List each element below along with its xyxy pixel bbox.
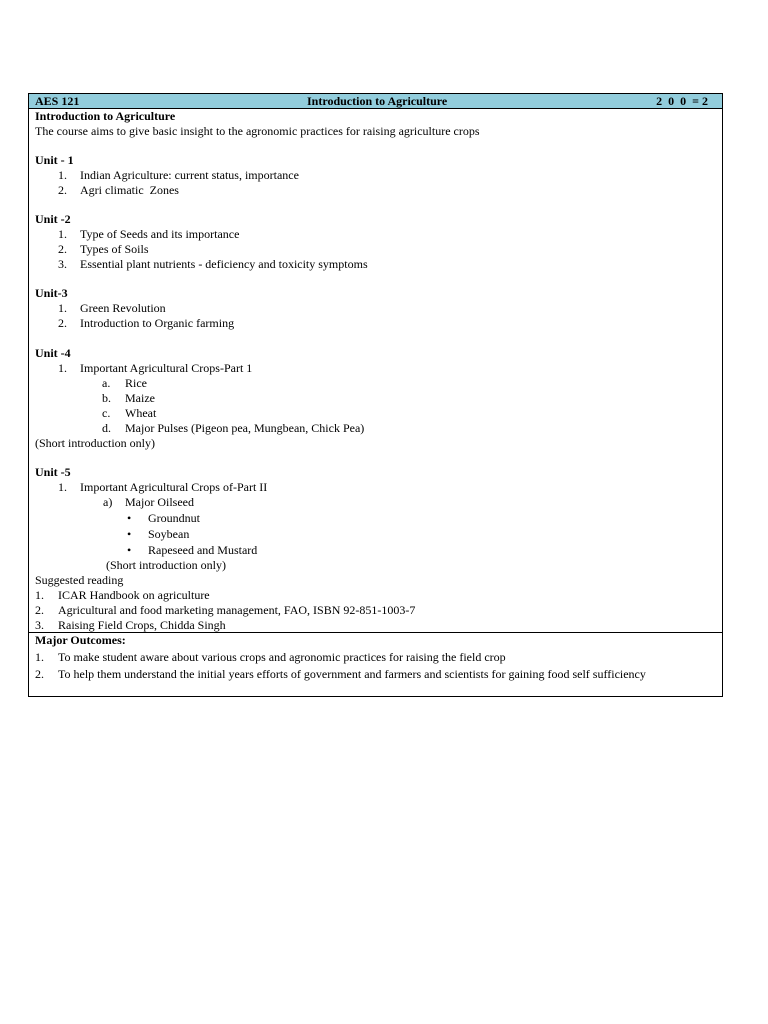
bullet-item: Rapeseed and Mustard (148, 543, 258, 557)
reading-item-number: 2. (35, 603, 44, 617)
reading-item: Agricultural and food marketing management, FAO, ISBN 92-851-1003-7 (58, 603, 416, 617)
list-item-number: 1. (58, 480, 67, 494)
outcomes-section (29, 632, 722, 696)
intro-heading: Introduction to Agriculture (35, 109, 176, 123)
list-item: Types of Soils (80, 242, 149, 256)
bullet-icon: • (127, 527, 132, 541)
list-item-number: 2. (58, 316, 67, 330)
sub-item-letter: d. (102, 421, 111, 435)
unit-2-title: Unit -2 (35, 212, 71, 226)
course-code: AES 121 (35, 94, 80, 108)
sub-item: Maize (125, 391, 155, 405)
list-item-number: 3. (58, 257, 67, 271)
reading-item: Raising Field Crops, Chidda Singh (58, 618, 226, 632)
course-header-row (29, 94, 722, 109)
list-item-number: 1. (58, 361, 67, 375)
list-item-number: 1. (58, 227, 67, 241)
outcome-item-number: 1. (35, 650, 44, 664)
list-item: Important Agricultural Crops of-Part II (80, 480, 268, 494)
list-item: Important Agricultural Crops-Part 1 (80, 361, 253, 375)
list-item: Essential plant nutrients - deficiency and toxicity symptoms (80, 257, 368, 271)
sub-item-letter: c. (102, 406, 111, 420)
sub-item-letter: a) (103, 495, 113, 509)
list-item: Green Revolution (80, 301, 166, 315)
outcome-item: To make student aware about various crops and agronomic practices for raising the field crop (58, 650, 506, 664)
unit-4-title: Unit -4 (35, 346, 71, 360)
outcome-item: To help them understand the initial years efforts of government and farmers and scientists for gaining food self sufficiency (58, 667, 646, 681)
list-item: Type of Seeds and its importance (80, 227, 240, 241)
course-body (29, 109, 722, 632)
list-item-number: 2. (58, 242, 67, 256)
list-item-number: 1. (58, 168, 67, 182)
bullet-item: Groundnut (148, 511, 200, 525)
reading-heading: Suggested reading (35, 573, 124, 587)
sub-item: Major Pulses (Pigeon pea, Mungbean, Chick Pea) (125, 421, 365, 435)
bullet-icon: • (127, 543, 132, 557)
sub-item-letter: a. (102, 376, 111, 390)
list-item: Introduction to Organic farming (80, 316, 235, 330)
course-table (28, 93, 723, 697)
bullet-item: Soybean (148, 527, 190, 541)
unit-1-title: Unit - 1 (35, 153, 74, 167)
unit-5-note: (Short introduction only) (106, 558, 226, 572)
reading-item: ICAR Handbook on agriculture (58, 588, 210, 602)
intro-description: The course aims to give basic insight to the agronomic practices for raising agriculture crops (35, 124, 480, 138)
outcomes-heading: Major Outcomes: (35, 633, 126, 647)
list-item-number: 2. (58, 183, 67, 197)
sub-item: Major Oilseed (125, 495, 194, 509)
bullet-icon: • (127, 511, 132, 525)
list-item: Agri climatic Zones (80, 183, 179, 197)
sub-item: Wheat (125, 406, 157, 420)
unit-3-title: Unit-3 (35, 286, 68, 300)
list-item-number: 1. (58, 301, 67, 315)
reading-item-number: 1. (35, 588, 44, 602)
list-item: Indian Agriculture: current status, importance (80, 168, 299, 182)
reading-item-number: 3. (35, 618, 44, 632)
course-title: Introduction to Agriculture (307, 94, 448, 108)
unit-4-note: (Short introduction only) (35, 436, 155, 450)
unit-5-title: Unit -5 (35, 465, 71, 479)
sub-item-letter: b. (102, 391, 111, 405)
outcome-item-number: 2. (35, 667, 44, 681)
sub-item: Rice (125, 376, 147, 390)
course-credits: 2 0 0 = 2 (656, 94, 708, 108)
